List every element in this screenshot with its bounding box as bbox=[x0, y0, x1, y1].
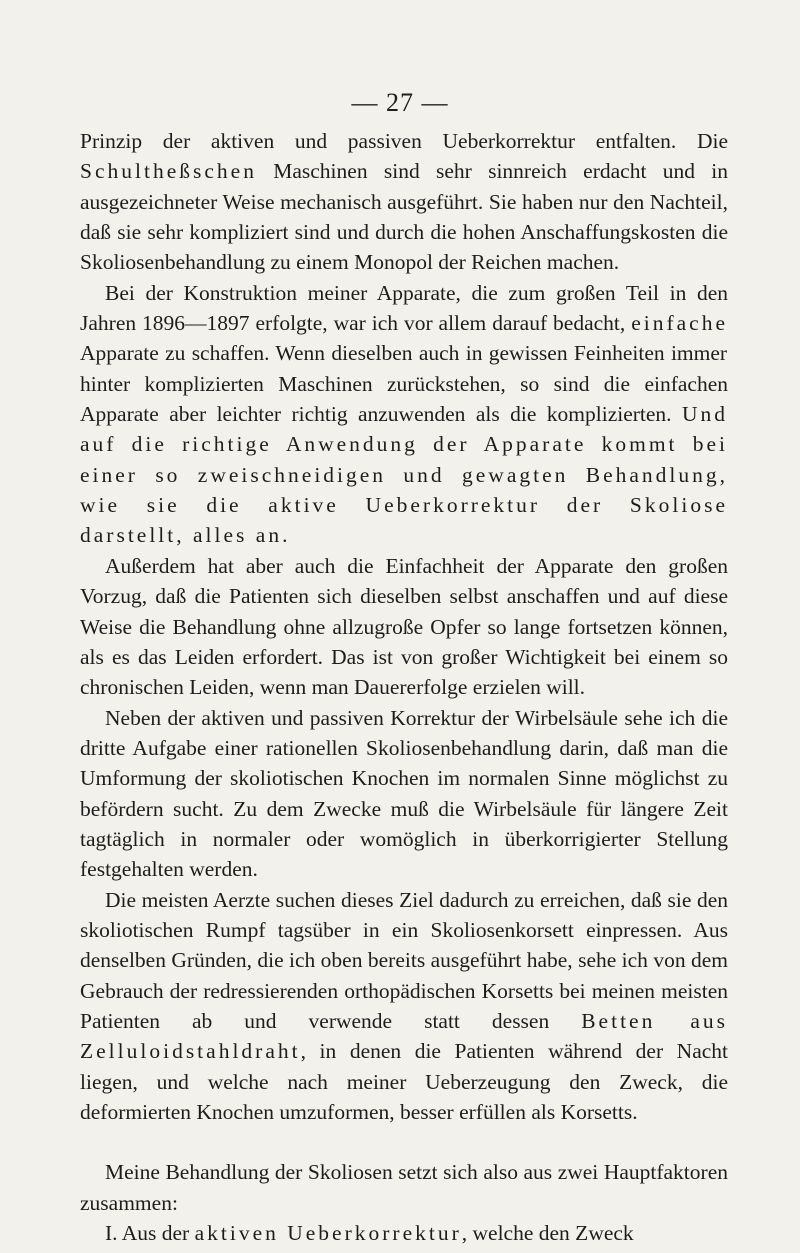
text-run: Außerdem hat aber auch die Einfachheit der Apparate den großen Vorzug, daß die Patienten sich dieselben selbst anschaffen und auf diese Weise die Behandlung ohne allzugroße Opfer so lange fortsetzen können, als es das Leiden erfordert. Das ist von großer Wichtigkeit bei einem so chronischen Leiden, wenn man Dauererfolge erzielen will. bbox=[80, 553, 728, 700]
text-run: Apparate zu schaffen. Wenn dieselben auch in gewissen Feinheiten immer hinter komplizierten Maschinen zurückstehen, so sind die einfachen Apparate aber leichter richtig anzuwenden als die komplizierten. bbox=[80, 341, 728, 427]
spaced-emphasis: Schultheßschen bbox=[80, 159, 257, 184]
spaced-emphasis: Betten aus Zelluloidstahldraht bbox=[80, 1008, 728, 1064]
text-run: Maschinen sind sehr sinnreich erdacht und in ausgezeichneter Weise mechanisch ausgeführt. Sie haben nur den Nachteil, daß sie sehr kompliziert sind und durch die hohen Anschaffungskosten die Skoliosenbehandlung zu einem Monopol der Reichen machen. bbox=[80, 159, 728, 275]
spaced-emphasis: einfache bbox=[631, 311, 728, 336]
text-run: I. Aus der bbox=[105, 1221, 195, 1246]
text-run: Die meisten Aerzte suchen dieses Ziel dadurch zu erreichen, daß sie den skoliotischen Rumpf tagsüber in ein Skoliosenkorsett einpressen. Aus denselben Gründen, die ich oben bereits ausgeführt habe, sehe ich von dem Gebrauch der redressierenden orthopädischen Korsetts bei meinen meisten Patienten ab und verwende statt dessen bbox=[80, 887, 728, 1033]
text-run: Prinzip der aktiven und passiven Ueberkorrektur entfalten. Die bbox=[80, 129, 728, 153]
paragraph-4 bbox=[80, 703, 728, 885]
body-text bbox=[80, 126, 728, 1248]
spaced-emphasis: Und auf die richtige Anwendung der Apparate kommt bei einer so zweischneidigen und gewagten Behandlung, wie sie die aktive Ueberkorrektur der Skoliose darstellt, alles an. bbox=[80, 402, 728, 548]
spaced-emphasis: aktiven Ueberkorrektur bbox=[194, 1221, 462, 1246]
paragraph-1 bbox=[80, 126, 728, 278]
text-run: , in denen die Patienten während der Nacht liegen, und welche nach meiner Ueberzeugung den Zweck, die deformierten Knochen umzuformen, besser erfüllen als Korsetts. bbox=[80, 1039, 728, 1124]
text-run: , welche den Zweck bbox=[461, 1221, 634, 1246]
page-number: — 27 — bbox=[351, 88, 449, 117]
paragraph-6 bbox=[80, 1157, 728, 1218]
paragraph-3 bbox=[80, 551, 728, 703]
text-run: Bei der Konstruktion meiner Apparate, die zum großen Teil in den Jahren 1896—1897 erfolgte, war ich vor allem darauf bedacht, bbox=[80, 280, 728, 336]
text-run: Neben der aktiven und passiven Korrektur der Wirbelsäule sehe ich die dritte Aufgabe einer rationellen Skoliosenbehandlung darin, daß man die Umformung der skoliotischen Knochen im normalen Sinne möglichst zu befördern sucht. Zu dem Zwecke muß die Wirbelsäule für längere Zeit tagtäglich in normaler oder womöglich in überkorrigierter Stellung festgehalten werden. bbox=[80, 705, 728, 882]
text-run: Meine Behandlung der Skoliosen setzt sich also aus zwei Hauptfaktoren zusammen: bbox=[80, 1160, 728, 1215]
paragraph-7 bbox=[80, 1218, 728, 1248]
paragraph-5 bbox=[80, 885, 728, 1128]
paragraph-2 bbox=[80, 278, 728, 551]
